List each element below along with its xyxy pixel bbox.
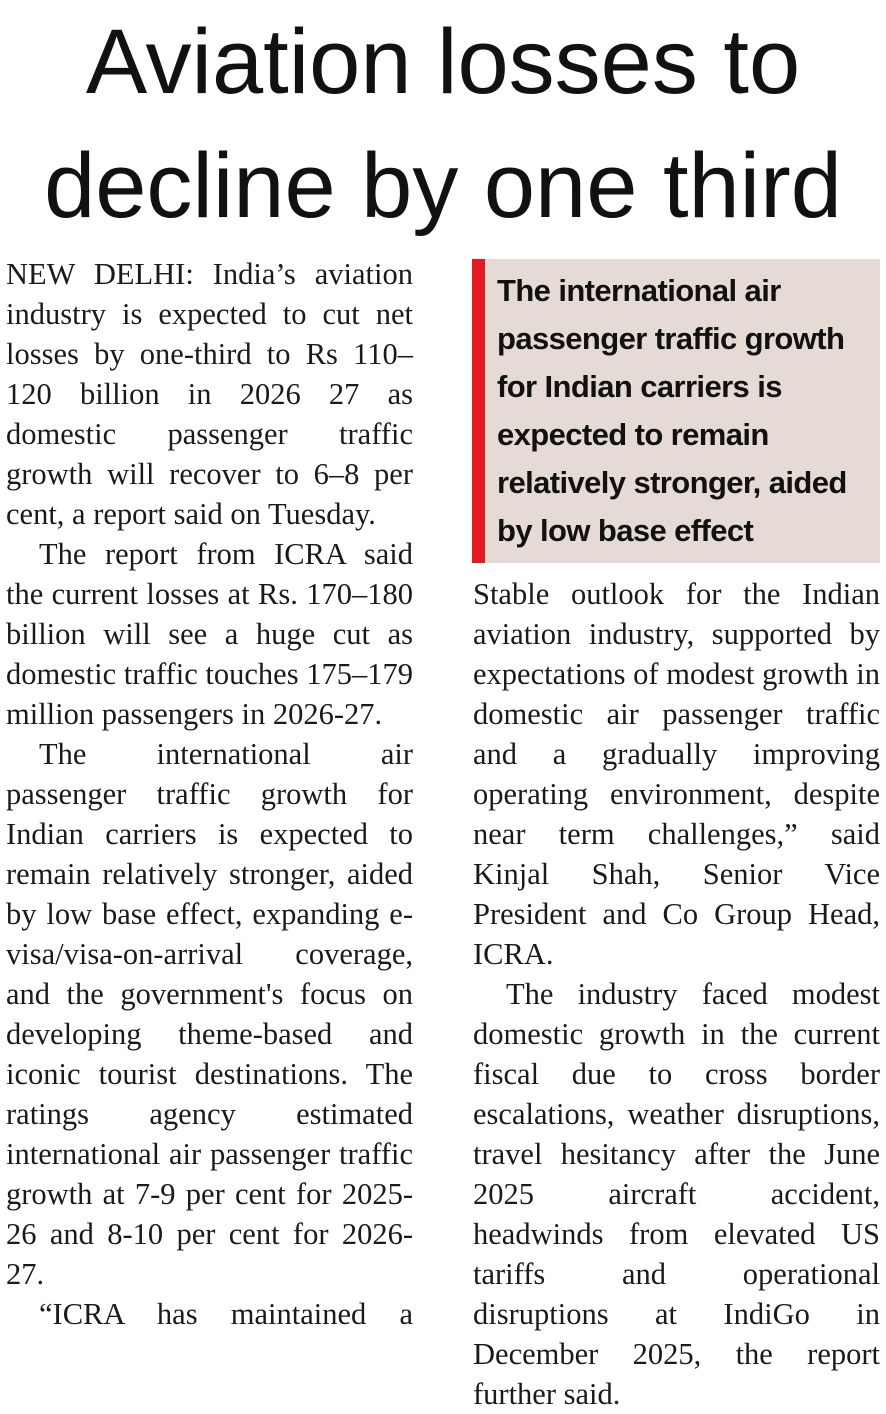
headline bbox=[0, 0, 886, 248]
article-paragraph: NEW DELHI: India’s aviation industry is expected to cut net losses by one-third to Rs 110–120 billion in 2026 27 as domestic passenger traffic growth will recover to 6–8 per cent, a report said on Tuesday. bbox=[6, 257, 413, 531]
article-left-column bbox=[6, 254, 413, 1334]
headline-line-2: decline by one third bbox=[44, 135, 842, 237]
article-paragraph: The industry faced modest domestic growth in the current fiscal due to cross border escalations, weather disruptions, travel hesitancy after the June 2025 aircraft accident, headwinds from elevated US tariffs and operational disruptions at IndiGo in December 2025, the report further said. bbox=[473, 977, 880, 1411]
headline-line-1: Aviation losses to bbox=[85, 11, 801, 113]
article-paragraph: The report from ICRA said the current losses at Rs. 170–180 billion will see a huge cut as domestic traffic touches 175–179 million passengers in 2026-27. bbox=[6, 537, 413, 731]
pull-quote bbox=[472, 259, 880, 563]
article-paragraph: “ICRA has maintained a bbox=[39, 1297, 413, 1331]
article-right-column bbox=[473, 574, 880, 1414]
article-paragraph: The international air passenger traffic growth for Indian carriers is expected to remain relatively stronger, aided by low base effect, expanding e-visa/visa-on-arrival coverage, and the government's focus on developing theme-based and iconic tourist destinations. The ratings agency estimated international air passenger traffic growth at 7-9 per cent for 2025-26 and 8-10 per cent for 2026-27. bbox=[6, 737, 413, 1291]
article-paragraph: Stable outlook for the Indian aviation industry, supported by expectations of modest growth in domestic air passenger traffic and a gradually improving operating environment, despite near term challenges,” said Kinjal Shah, Senior Vice President and Co Group Head, ICRA. bbox=[473, 577, 880, 971]
pull-quote-text: The international air passenger traffic growth for Indian carriers is expected to remain relatively stronger, aided by low base effect bbox=[497, 273, 847, 548]
pull-quote-accent-bar bbox=[472, 259, 485, 563]
